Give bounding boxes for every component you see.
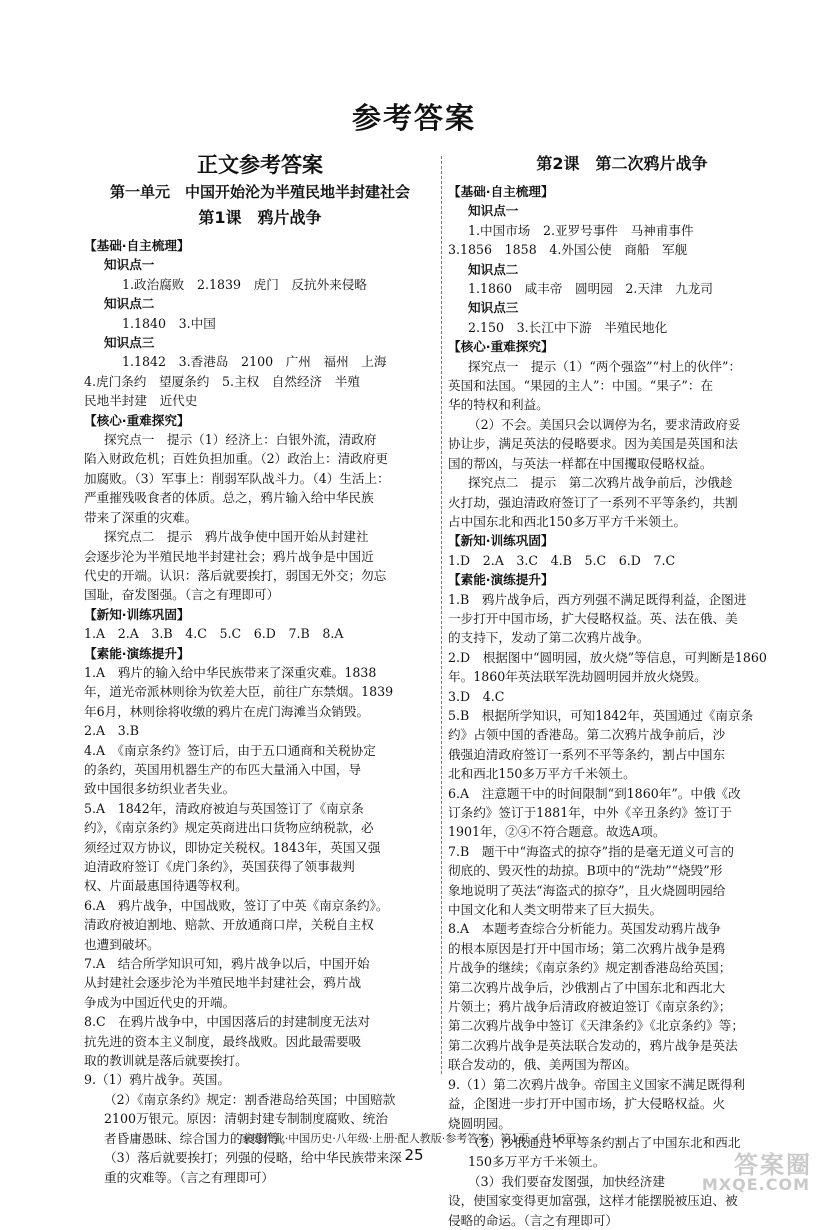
answer-line: 6.A 注意题干中的时间限制“到1860年”。中俄《改 <box>448 785 741 801</box>
answer-line: 探究点一 提示（1）经济上：白银外流，清政府 <box>104 432 377 448</box>
answer-line: 订条约》签订于1881年，中外《辛丑条约》签订于 <box>448 805 732 820</box>
answer-line: 须经过双方协议，即协定关税权。1843年，英国又强 <box>84 839 381 855</box>
section-heading: 正文参考答案 <box>197 153 323 177</box>
lesson-heading: 第2课 第二次鸦片战争 <box>536 154 708 173</box>
answer-line: 国耻，奋发图强。（言之有理即可） <box>84 587 280 603</box>
answer-line: 抗先进的资本主义制度，最终战败。因此最需要吸 <box>84 1033 362 1049</box>
answer-line: 5.B 根据所学知识，可知1842年，英国通过《南京条 <box>448 707 754 723</box>
answer-line: 1.B 鸦片战争后，西方列强不满足既得利益，企图进 <box>448 591 747 607</box>
answer-line: 也遭到破坏。 <box>84 936 160 952</box>
answer-line: 设，使国家变得更加富强，这样才能摆脱被压迫、被 <box>448 1193 738 1209</box>
answer-line: 8.A 本题考查综合分析能力。英国发动鸦片战争 <box>448 921 721 937</box>
answer-line: 一步打开中国市场，扩大侵略权益。英、法在俄、美 <box>448 610 738 626</box>
answer-line: 者昏庸愚昧、综合国力的衰弱等。 <box>104 1130 293 1146</box>
answer-line: 侵略的命运。（言之有理即可） <box>448 1212 619 1228</box>
answer-line: 1.1842 3.香港岛 2100 广州 福州 上海 <box>122 354 387 370</box>
answer-line: 第二次鸦片战争是英法联合发动的，鸦片战争是英法 <box>448 1037 738 1053</box>
answer-line: 4.虎门条约 望厦条约 5.主权 自然经济 半殖 <box>84 373 360 389</box>
answer-line: （2）《南京条约》规定：割香港岛给英国；中国赔款 <box>104 1091 396 1107</box>
answer-line: 烧圆明园。 <box>448 1115 511 1131</box>
answer-line: 加腐败。（3）军事上：削弱军队战斗力。（4）生活上： <box>84 470 390 486</box>
answer-line: 3.D 4.C <box>448 688 505 704</box>
answer-line: 1.A 2.A 3.B 4.C 5.C 6.D 7.B 8.A <box>84 626 344 642</box>
answer-line: （3）我们要奋发图强，加快经济建 <box>468 1173 665 1189</box>
answer-line: 争成为中国近代史的开端。 <box>84 994 236 1010</box>
answer-line: 2.D 根据图中“圆明园，放火烧”等信息，可判断是1860 <box>448 649 767 665</box>
answer-line: 片战争的继续；《南京条约》规定割香港岛给英国； <box>448 960 732 976</box>
answer-line: 第二次鸦片战争中签订《天津条约》《北京条约》等； <box>448 1018 744 1034</box>
answer-line: 清政府被迫割地、赔款、开放通商口岸，关税自主权 <box>84 917 374 933</box>
answer-line: 中国文化和人类文明带来了巨大损失。 <box>448 902 663 918</box>
answer-line: 严重摧残吸食者的体质。总之，鸦片输入给中华民族 <box>84 490 374 506</box>
answer-line: 火打劫，强迫清政府签订了一系列不平等条约，共割 <box>448 494 738 510</box>
answer-line: 彻底的、毁灭性的劫掠。B项中的“洗劫”“烧毁”形 <box>448 863 723 879</box>
answer-line: 【素能·演练提升】 <box>448 572 554 588</box>
answer-line: 从封建社会逐步沦为半殖民地半封建社会，鸦片战 <box>84 975 362 991</box>
watermark-logo <box>702 1145 814 1197</box>
answer-line: 陷入财政危机；百姓负担加重。（2）政治上：清政府更 <box>84 451 388 467</box>
answer-line: 年。1860年英法联军洗劫圆明园并放火烧毁。 <box>448 669 707 685</box>
answer-line: 致中国很多纺织业者失业。 <box>84 781 236 797</box>
answer-line: 2.150 3.长江中下游 半殖民地化 <box>468 319 668 335</box>
answer-line: （3）落后就要挨打；列强的侵略，给中华民族带来深 <box>104 1150 402 1166</box>
answer-line: 带来了深重的灾难。 <box>84 509 198 525</box>
answer-line: 的根本原因是打开中国市场；第二次鸦片战争是鸦 <box>448 940 726 956</box>
answer-line: （2）沙俄通过不平等条约割占了中国东北和西北 <box>468 1134 741 1150</box>
unit-heading: 第一单元 中国开始沦为半殖民地半封建社会 <box>109 183 410 201</box>
answer-line: 会逐步沦为半殖民地半封建社会；鸦片战争是中国近 <box>84 548 374 564</box>
answer-line: 华的特权和利益。 <box>448 397 549 413</box>
right-answer-list <box>448 182 796 1230</box>
answer-line: 2100万银元。原因：清朝封建专制制度腐败、统治 <box>104 1111 388 1127</box>
answer-line: 占中国东北和西北150多万平方千米领土。 <box>448 513 687 529</box>
answer-line: 重的灾难等。（言之有理即可） <box>104 1169 275 1185</box>
answer-line: 知识点二 <box>468 261 519 277</box>
answer-line: 俄强迫清政府签订一系列不平等条约，割占中国东 <box>448 746 726 762</box>
answer-line: （2）不会。美国只会以调停为名，要求清政府妥 <box>468 416 741 432</box>
answer-line: 知识点一 <box>104 257 155 273</box>
answer-line: 北和西北150多万平方千米领土。 <box>448 766 636 782</box>
left-column <box>84 152 436 1187</box>
answer-line: 8.C 在鸦片战争中，中国因落后的封建制度无法对 <box>84 1014 371 1030</box>
answer-line: 4.A 《南京条约》签订后，由于五口通商和关税协定 <box>84 742 376 758</box>
answer-line: 探究点一 提示（1）“两个强盗”“村上的伙伴”： <box>468 358 742 374</box>
answer-line: 益，企图进一步打开中国市场，扩大侵略权益。火 <box>448 1096 726 1112</box>
page-footer: 家庭作业·中国历史·八年级·上册·配人教版·参考答案 第1页（共16页） <box>240 1132 588 1145</box>
column-divider <box>441 156 442 1074</box>
answer-line: 【核心·重难探究】 <box>84 412 190 428</box>
answer-line: 7.B 题干中“海盗式的掠夺”指的是毫无道义可言的 <box>448 843 735 859</box>
answer-line: 片领土；鸦片战争后清政府被迫签订《南京条约》； <box>448 999 732 1015</box>
answer-line: 象地说明了英法“海盗式的掠夺”，且火烧圆明园给 <box>448 882 726 898</box>
answer-line: 7.A 结合所学知识可知，鸦片战争以后，中国开始 <box>84 956 370 972</box>
right-column <box>448 152 796 1230</box>
answer-line: 约》占领中国的香港岛。第二次鸦片战争前后，沙 <box>448 727 726 743</box>
answer-line: 知识点三 <box>468 300 519 316</box>
page-title: 参考答案 <box>351 101 476 135</box>
watermark-url: MXQE.COM <box>701 1175 810 1194</box>
answer-line: 9.（1）鸦片战争。英国。 <box>84 1072 230 1088</box>
answer-line: 6.A 鸦片战争，中国战败，签订了中英《南京条约》。 <box>84 897 389 913</box>
answer-line: 1.D 2.A 3.C 4.B 5.C 6.D 7.C <box>448 552 676 568</box>
answer-line: 1901年，②④不符合题意。故选A项。 <box>448 824 666 840</box>
answer-line: 5.A 1842年，清政府被迫与英国签订了《南京条 <box>84 800 364 816</box>
answer-line: 年，道光帝派林则徐为钦差大臣，前往广东禁烟。1839 <box>84 684 394 700</box>
answer-line: 1.1840 3.中国 <box>122 315 216 331</box>
answer-line: 第二次鸦片战争后，沙俄割占了中国东北和西北大 <box>448 979 726 995</box>
answer-line: 【新知·训练巩固】 <box>448 533 554 549</box>
answer-line: 国的帮凶，与英法一样都在中国攫取侵略权益。 <box>448 455 713 471</box>
answer-line: 150多万平方千米领土。 <box>468 1154 606 1170</box>
answer-line: 知识点三 <box>104 335 155 351</box>
answer-line: 【素能·演练提升】 <box>84 645 190 661</box>
answer-line: 取的教训就是落后就要挨打。 <box>84 1053 248 1069</box>
answer-line: 的支持下，发动了第二次鸦片战争。 <box>448 630 650 646</box>
answer-line: 约》，《南京条约》规定英商进出口货物应纳税款，必 <box>84 820 374 836</box>
answer-line: 民地半封建 近代史 <box>84 393 198 409</box>
answer-line: 协让步，满足英法的侵略要求。因为美国是英国和法 <box>448 436 738 452</box>
answer-line: 【基础·自主梳理】 <box>448 184 554 199</box>
lesson-heading: 第1课 鸦片战争 <box>198 208 322 227</box>
answer-line: 探究点二 提示 第二次鸦片战争前后，沙俄趁 <box>468 475 733 491</box>
answer-line: 2.A 3.B <box>84 723 139 739</box>
answer-line: 迫清政府签订《虎门条约》，英国获得了领事裁判 <box>84 859 355 874</box>
answer-line: 权、片面最惠国待遇等权利。 <box>84 878 248 894</box>
answer-line: 1.A 鸦片的输入给中华民族带来了深重灾难。1838 <box>84 664 377 680</box>
answer-line: 年6月，林则徐将收缴的鸦片在虎门海滩当众销毁。 <box>84 703 370 719</box>
left-answer-list <box>84 236 436 1187</box>
answer-line: 知识点二 <box>104 296 155 312</box>
answer-line: 【核心·重难探究】 <box>448 339 554 355</box>
answer-line: 3.1856 1858 4.外国公使 商船 军舰 <box>448 242 688 258</box>
answer-line: 的条约，英国用机器生产的布匹大量涌入中国，导 <box>84 761 362 777</box>
answer-line: 1.中国市场 2.亚罗号事件 马神甫事件 <box>468 222 694 238</box>
answer-line: 代史的开端。认识：落后就要挨打，弱国无外交；勿忘 <box>84 567 387 583</box>
page-number: 25 <box>404 1146 424 1164</box>
answer-line: 英国和法国。“果园的主人”：中国。“果子”：在 <box>448 378 714 394</box>
watermark-text: 答案圈 <box>734 1151 812 1179</box>
answer-line: 1.政治腐败 2.1839 虎门 反抗外来侵略 <box>122 276 367 292</box>
answer-line: 【基础·自主梳理】 <box>84 238 190 253</box>
answer-line: 联合发动的，俄、美两国为帮凶。 <box>448 1057 637 1073</box>
answer-line: 知识点一 <box>468 203 519 219</box>
answer-line: 探究点二 提示 鸦片战争使中国开始从封建社 <box>104 529 369 545</box>
answer-line: 9.（1）第二次鸦片战争。帝国主义国家不满足既得利 <box>448 1076 746 1092</box>
answer-line: 1.1860 咸丰帝 圆明园 2.天津 九龙司 <box>468 281 713 297</box>
answer-line: 【新知·训练巩固】 <box>84 606 190 622</box>
